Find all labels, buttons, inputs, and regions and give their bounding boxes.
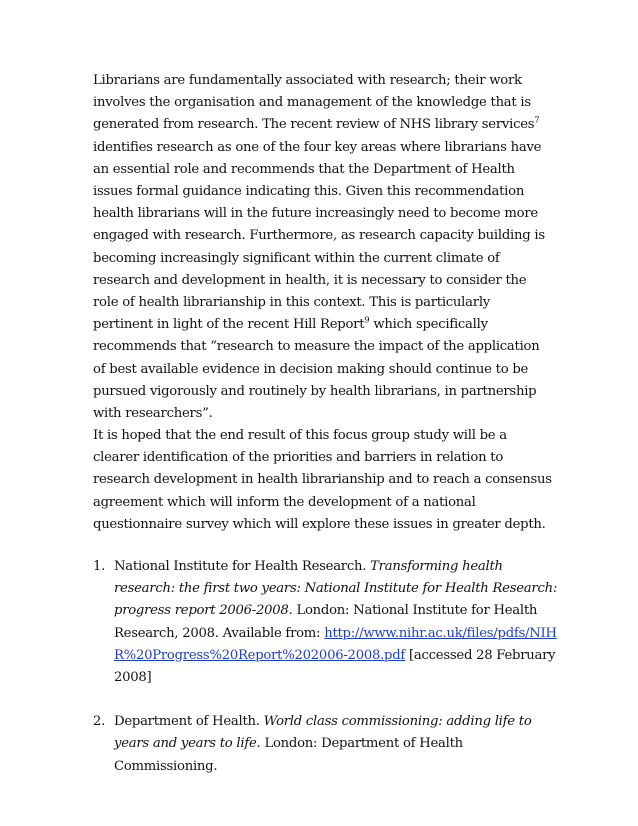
reference-list (93, 556, 563, 778)
body-paragraph-1 (93, 70, 553, 425)
reference-accessed: [accessed 28 February 2008] (114, 647, 556, 686)
paragraph-2-text: It is hoped that the end result of this focus group study will be a clearer identification of the priorities and barriers in relation to research development in health librarianship and to reach a consensus agreement which will inform the development of a national questionnaire survey which will explore these issues in greater depth. (93, 428, 552, 532)
reference-title: Transforming health research: the first two years: National Institute for Health Research: progress report 2006-2008. (114, 559, 558, 619)
reference-title: World class commissioning: adding life to years and years to life. (114, 714, 532, 752)
reference-number: 2. (93, 714, 106, 730)
reference-url-link[interactable]: http://www.nihr.ac.uk/files/pdfs/NIHR%20Progress%20Report%202006-2008.pdf (114, 625, 557, 663)
reference-item-2 (93, 711, 563, 778)
reference-publisher: London: National Institute for Health Research, 2008. Available from: (114, 603, 538, 641)
reference-publisher: London: Department of Health Commissioning. (114, 736, 463, 774)
paragraph-1-text-a: Librarians are fundamentally associated with research; their work involves the organisation and management of the knowledge that is generated from research. The recent review of NHS library services (93, 73, 535, 133)
footnote-ref-9: 9 (364, 315, 370, 326)
body-paragraph-2 (93, 425, 553, 536)
reference-author: Department of Health. (114, 714, 264, 730)
reference-number: 1. (93, 559, 106, 574)
paragraph-1-text-b: identifies research as one of the four key areas where librarians have an essential role and recommends that the Department of Health issues formal guidance indicating this. Given this recommendation health librarians will in the future increasingly need to become more engaged with research. Furthermore, as research capacity building is becoming increasingly significant within the current climate of research and development in health, it is necessary to consider the role of health librarianship in this context. This is particularly pertinent in light of the recent Hill Report (93, 139, 545, 333)
paragraph-1-text-c: which specifically recommends that “research to measure the impact of the application of best available evidence in decision making should continue to be pursued vigorously and routinely by health librarians, in partnership with researchers”. (93, 317, 540, 422)
reference-author: National Institute for Health Research. (114, 559, 371, 574)
reference-item-1 (93, 556, 563, 689)
footnote-ref-7: 7 (534, 116, 540, 127)
